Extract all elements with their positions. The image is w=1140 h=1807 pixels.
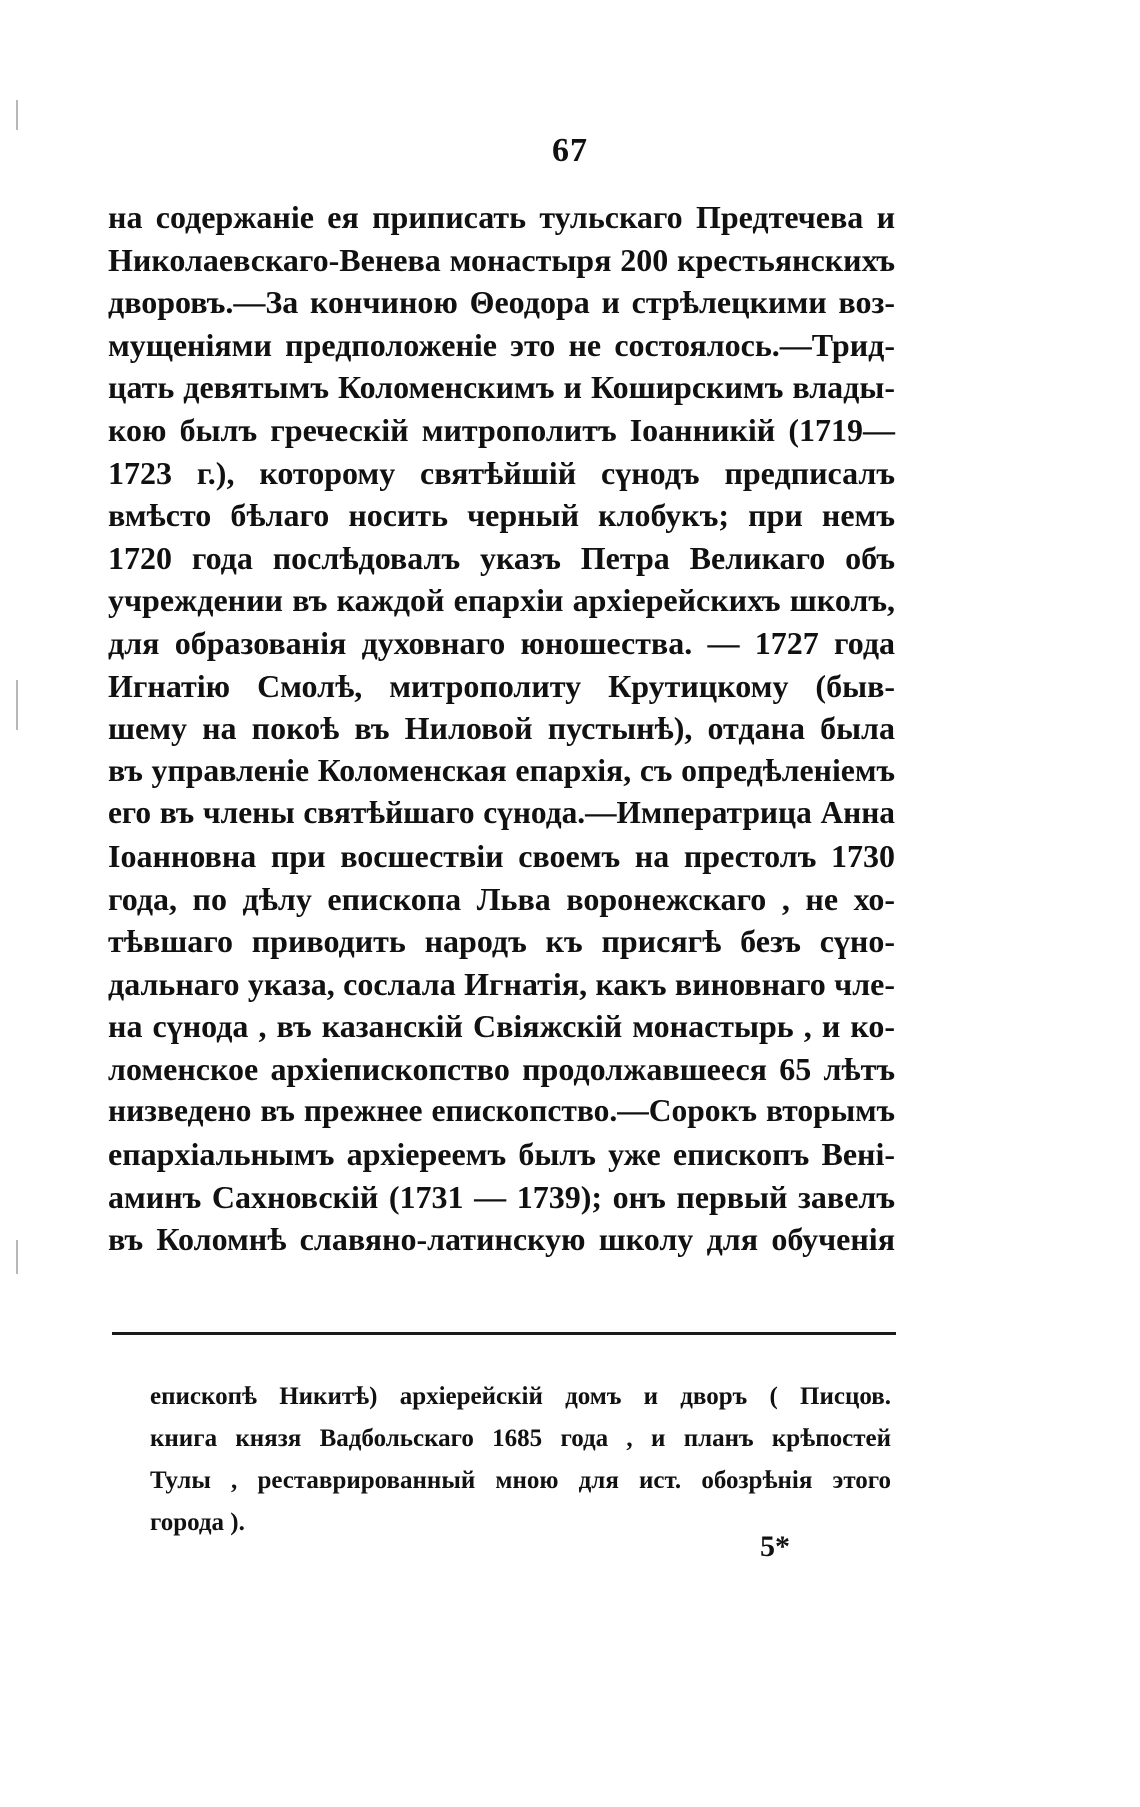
page-number: 67 (552, 132, 588, 169)
scan-speck (16, 1240, 18, 1274)
footnote-line: книга князя Вадбольскаго 1685 года , и планъ крѣпостей (150, 1425, 891, 1452)
footnote-line: епископѣ Никитѣ) архіерейскій домъ и дворъ ( Писцов. (150, 1383, 891, 1410)
text-line: цать девятымъ Коломенскимъ и Коширскимъ влады- (108, 369, 895, 406)
text-line: епархіальнымъ архіереемъ былъ уже епископъ Вені- (108, 1136, 895, 1173)
text-line: аминъ Сахновскій (1731 — 1739); онъ первый завелъ (108, 1178, 895, 1215)
text-line: на сүнода , въ казанскій Свіяжскій монастырь , и ко- (108, 1008, 895, 1045)
footnote-line: города ). (150, 1509, 245, 1536)
scan-speck (16, 680, 18, 730)
text-line: Игнатію Смолѣ, митрополиту Крутицкому (быв- (108, 667, 895, 704)
text-line: Николаевскаго-Венева монастыря 200 крестьянскихъ (108, 241, 895, 278)
text-line: кою былъ греческій митрополитъ Іоанникій (1719— (108, 411, 895, 448)
text-line: въ управленіе Коломенская епархія, съ опредѣленіемъ (108, 752, 895, 788)
text-line: тѣвшаго приводить народъ къ присягѣ безъ сүно- (108, 923, 895, 960)
text-line: года, по дѣлу епископа Льва воронежскаго , не хо- (108, 880, 895, 917)
text-line: вмѣсто бѣлаго носить черный клобукъ; при немъ (108, 497, 895, 534)
text-line: ломенское архіепископство продолжавшееся 65 лѣтъ (108, 1050, 895, 1087)
text-line: дворовъ.—За кончиною Θеодора и стрѣлецкими воз- (108, 284, 895, 321)
signature-mark: 5* (760, 1530, 790, 1563)
text-line: шему на покоѣ въ Ниловой пустынѣ), отдана была (108, 710, 895, 747)
text-line: на содержаніе ея приписать тульскаго Предтечева и (108, 199, 895, 235)
footnote (150, 1376, 891, 1544)
scan-speck (16, 100, 18, 130)
footnote-divider (112, 1332, 896, 1335)
main-text (108, 196, 895, 1261)
text-line: для образованія духовнаго юношества. — 1727 года (108, 624, 895, 661)
text-line: 1720 года послѣдовалъ указъ Петра Великаго объ (108, 539, 895, 576)
text-line: его въ члены святѣйшаго сүнода.—Императрица Анна (108, 795, 895, 831)
text-line: дальнаго указа, сослала Игнатія, какъ виновнаго чле- (108, 965, 895, 1002)
text-line: въ Коломнѣ славяно-латинскую школу для обученія (108, 1221, 895, 1258)
text-line: учреждении въ каждой епархіи архіерейскихъ школъ, (108, 582, 895, 619)
text-line: низведено въ прежнее епископство.—Сорокъ вторымъ (108, 1093, 895, 1129)
text-line: Іоанновна при восшествіи своемъ на престолъ 1730 (108, 837, 895, 874)
footnote-line: Тулы , реставрированный мною для ист. обозрѣнія этого (150, 1467, 891, 1494)
text-line: мущеніями предположеніе это не состоялось.—Трид- (108, 326, 895, 363)
text-line: 1723 г.), которому святѣйшій сүнодъ предписалъ (108, 454, 895, 491)
